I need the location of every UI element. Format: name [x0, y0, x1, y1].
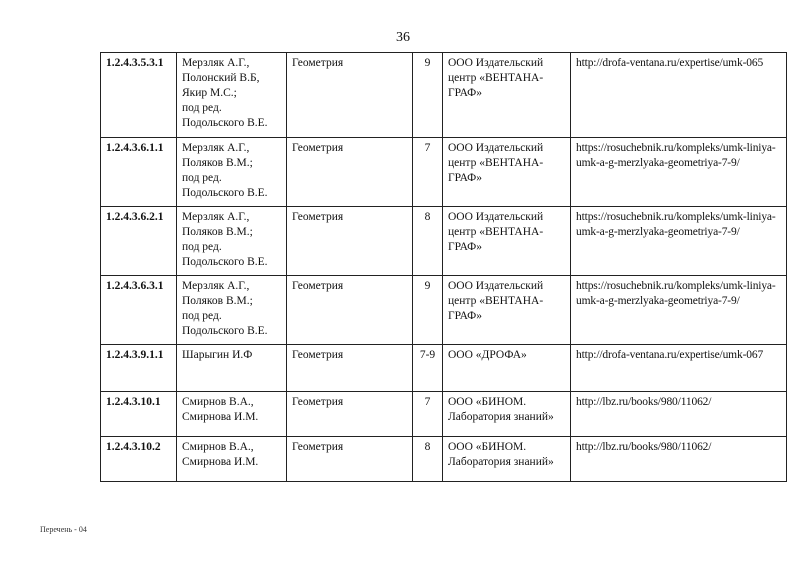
entry-code-cell: 1.2.4.3.9.1.1 — [101, 345, 177, 392]
author-line: Подольского В.Е. — [182, 256, 268, 268]
subject-cell: Геометрия — [287, 53, 413, 138]
author-line: Мерзляк А.Г., — [182, 57, 250, 69]
table-row — [101, 276, 787, 345]
subject-cell: Геометрия — [287, 276, 413, 345]
author-line: под ред. — [182, 241, 222, 253]
subject-cell: Геометрия — [287, 392, 413, 437]
author-line: Смирнов В.А., — [182, 441, 254, 453]
author-line: Поляков В.М.; — [182, 157, 253, 169]
table-body — [101, 53, 787, 482]
publisher-cell: ООО «БИНОМ. Лаборатория знаний» — [443, 392, 571, 437]
entry-code-cell: 1.2.4.3.6.1.1 — [101, 138, 177, 207]
grade-cell: 7 — [413, 392, 443, 437]
table-row — [101, 53, 787, 138]
subject-cell: Геометрия — [287, 207, 413, 276]
author-line: Мерзляк А.Г., — [182, 142, 250, 154]
author-line: Мерзляк А.Г., — [182, 211, 250, 223]
author-line: Смирнова И.М. — [182, 411, 259, 423]
page-footer: Перечень - 04 — [40, 525, 87, 534]
publisher-cell: ООО Издательский центр «ВЕНТАНА-ГРАФ» — [443, 53, 571, 138]
author-line: Подольского В.Е. — [182, 325, 268, 337]
authors-cell — [177, 53, 287, 138]
author-line: Шарыгин И.Ф — [182, 349, 253, 361]
author-line: Смирнов В.А., — [182, 396, 254, 408]
authors-cell — [177, 276, 287, 345]
publisher-cell: ООО Издательский центр «ВЕНТАНА-ГРАФ» — [443, 138, 571, 207]
author-line: под ред. — [182, 310, 222, 322]
author-line: Поляков В.М.; — [182, 226, 253, 238]
publisher-cell: ООО Издательский центр «ВЕНТАНА-ГРАФ» — [443, 276, 571, 345]
entry-code-cell: 1.2.4.3.10.2 — [101, 437, 177, 482]
entry-code-cell: 1.2.4.3.5.3.1 — [101, 53, 177, 138]
authors-cell — [177, 345, 287, 392]
url-cell: http://lbz.ru/books/980/11062/ — [571, 392, 787, 437]
authors-cell — [177, 392, 287, 437]
subject-cell: Геометрия — [287, 437, 413, 482]
textbook-table — [100, 52, 787, 482]
author-line: Якир М.С.; — [182, 87, 237, 99]
grade-cell: 8 — [413, 437, 443, 482]
url-cell: http://lbz.ru/books/980/11062/ — [571, 437, 787, 482]
table-row — [101, 437, 787, 482]
table-row — [101, 138, 787, 207]
publisher-cell: ООО «ДРОФА» — [443, 345, 571, 392]
subject-cell: Геометрия — [287, 345, 413, 392]
authors-cell — [177, 437, 287, 482]
author-line: под ред. — [182, 172, 222, 184]
authors-cell — [177, 138, 287, 207]
table-row — [101, 345, 787, 392]
table-row — [101, 392, 787, 437]
grade-cell: 9 — [413, 53, 443, 138]
url-cell: https://rosuchebnik.ru/kompleks/umk-liniya-umk-a-g-merzlyaka-geometriya-7-9/ — [571, 276, 787, 345]
entry-code-cell: 1.2.4.3.6.2.1 — [101, 207, 177, 276]
entry-code-cell: 1.2.4.3.10.1 — [101, 392, 177, 437]
url-cell: http://drofa-ventana.ru/expertise/umk-067 — [571, 345, 787, 392]
author-line: Смирнова И.М. — [182, 456, 259, 468]
grade-cell: 8 — [413, 207, 443, 276]
author-line: Подольского В.Е. — [182, 117, 268, 129]
url-cell: https://rosuchebnik.ru/kompleks/umk-liniya-umk-a-g-merzlyaka-geometriya-7-9/ — [571, 138, 787, 207]
url-cell: https://rosuchebnik.ru/kompleks/umk-liniya-umk-a-g-merzlyaka-geometriya-7-9/ — [571, 207, 787, 276]
url-cell: http://drofa-ventana.ru/expertise/umk-065 — [571, 53, 787, 138]
subject-cell: Геометрия — [287, 138, 413, 207]
author-line: под ред. — [182, 102, 222, 114]
publisher-cell: ООО Издательский центр «ВЕНТАНА-ГРАФ» — [443, 207, 571, 276]
author-line: Подольского В.Е. — [182, 187, 268, 199]
page-number: 36 — [396, 30, 410, 45]
authors-cell — [177, 207, 287, 276]
grade-cell: 9 — [413, 276, 443, 345]
grade-cell: 7 — [413, 138, 443, 207]
grade-cell: 7-9 — [413, 345, 443, 392]
publisher-cell: ООО «БИНОМ. Лаборатория знаний» — [443, 437, 571, 482]
table-row — [101, 207, 787, 276]
author-line: Полонский В.Б, — [182, 72, 260, 84]
author-line: Мерзляк А.Г., — [182, 280, 250, 292]
entry-code-cell: 1.2.4.3.6.3.1 — [101, 276, 177, 345]
author-line: Поляков В.М.; — [182, 295, 253, 307]
